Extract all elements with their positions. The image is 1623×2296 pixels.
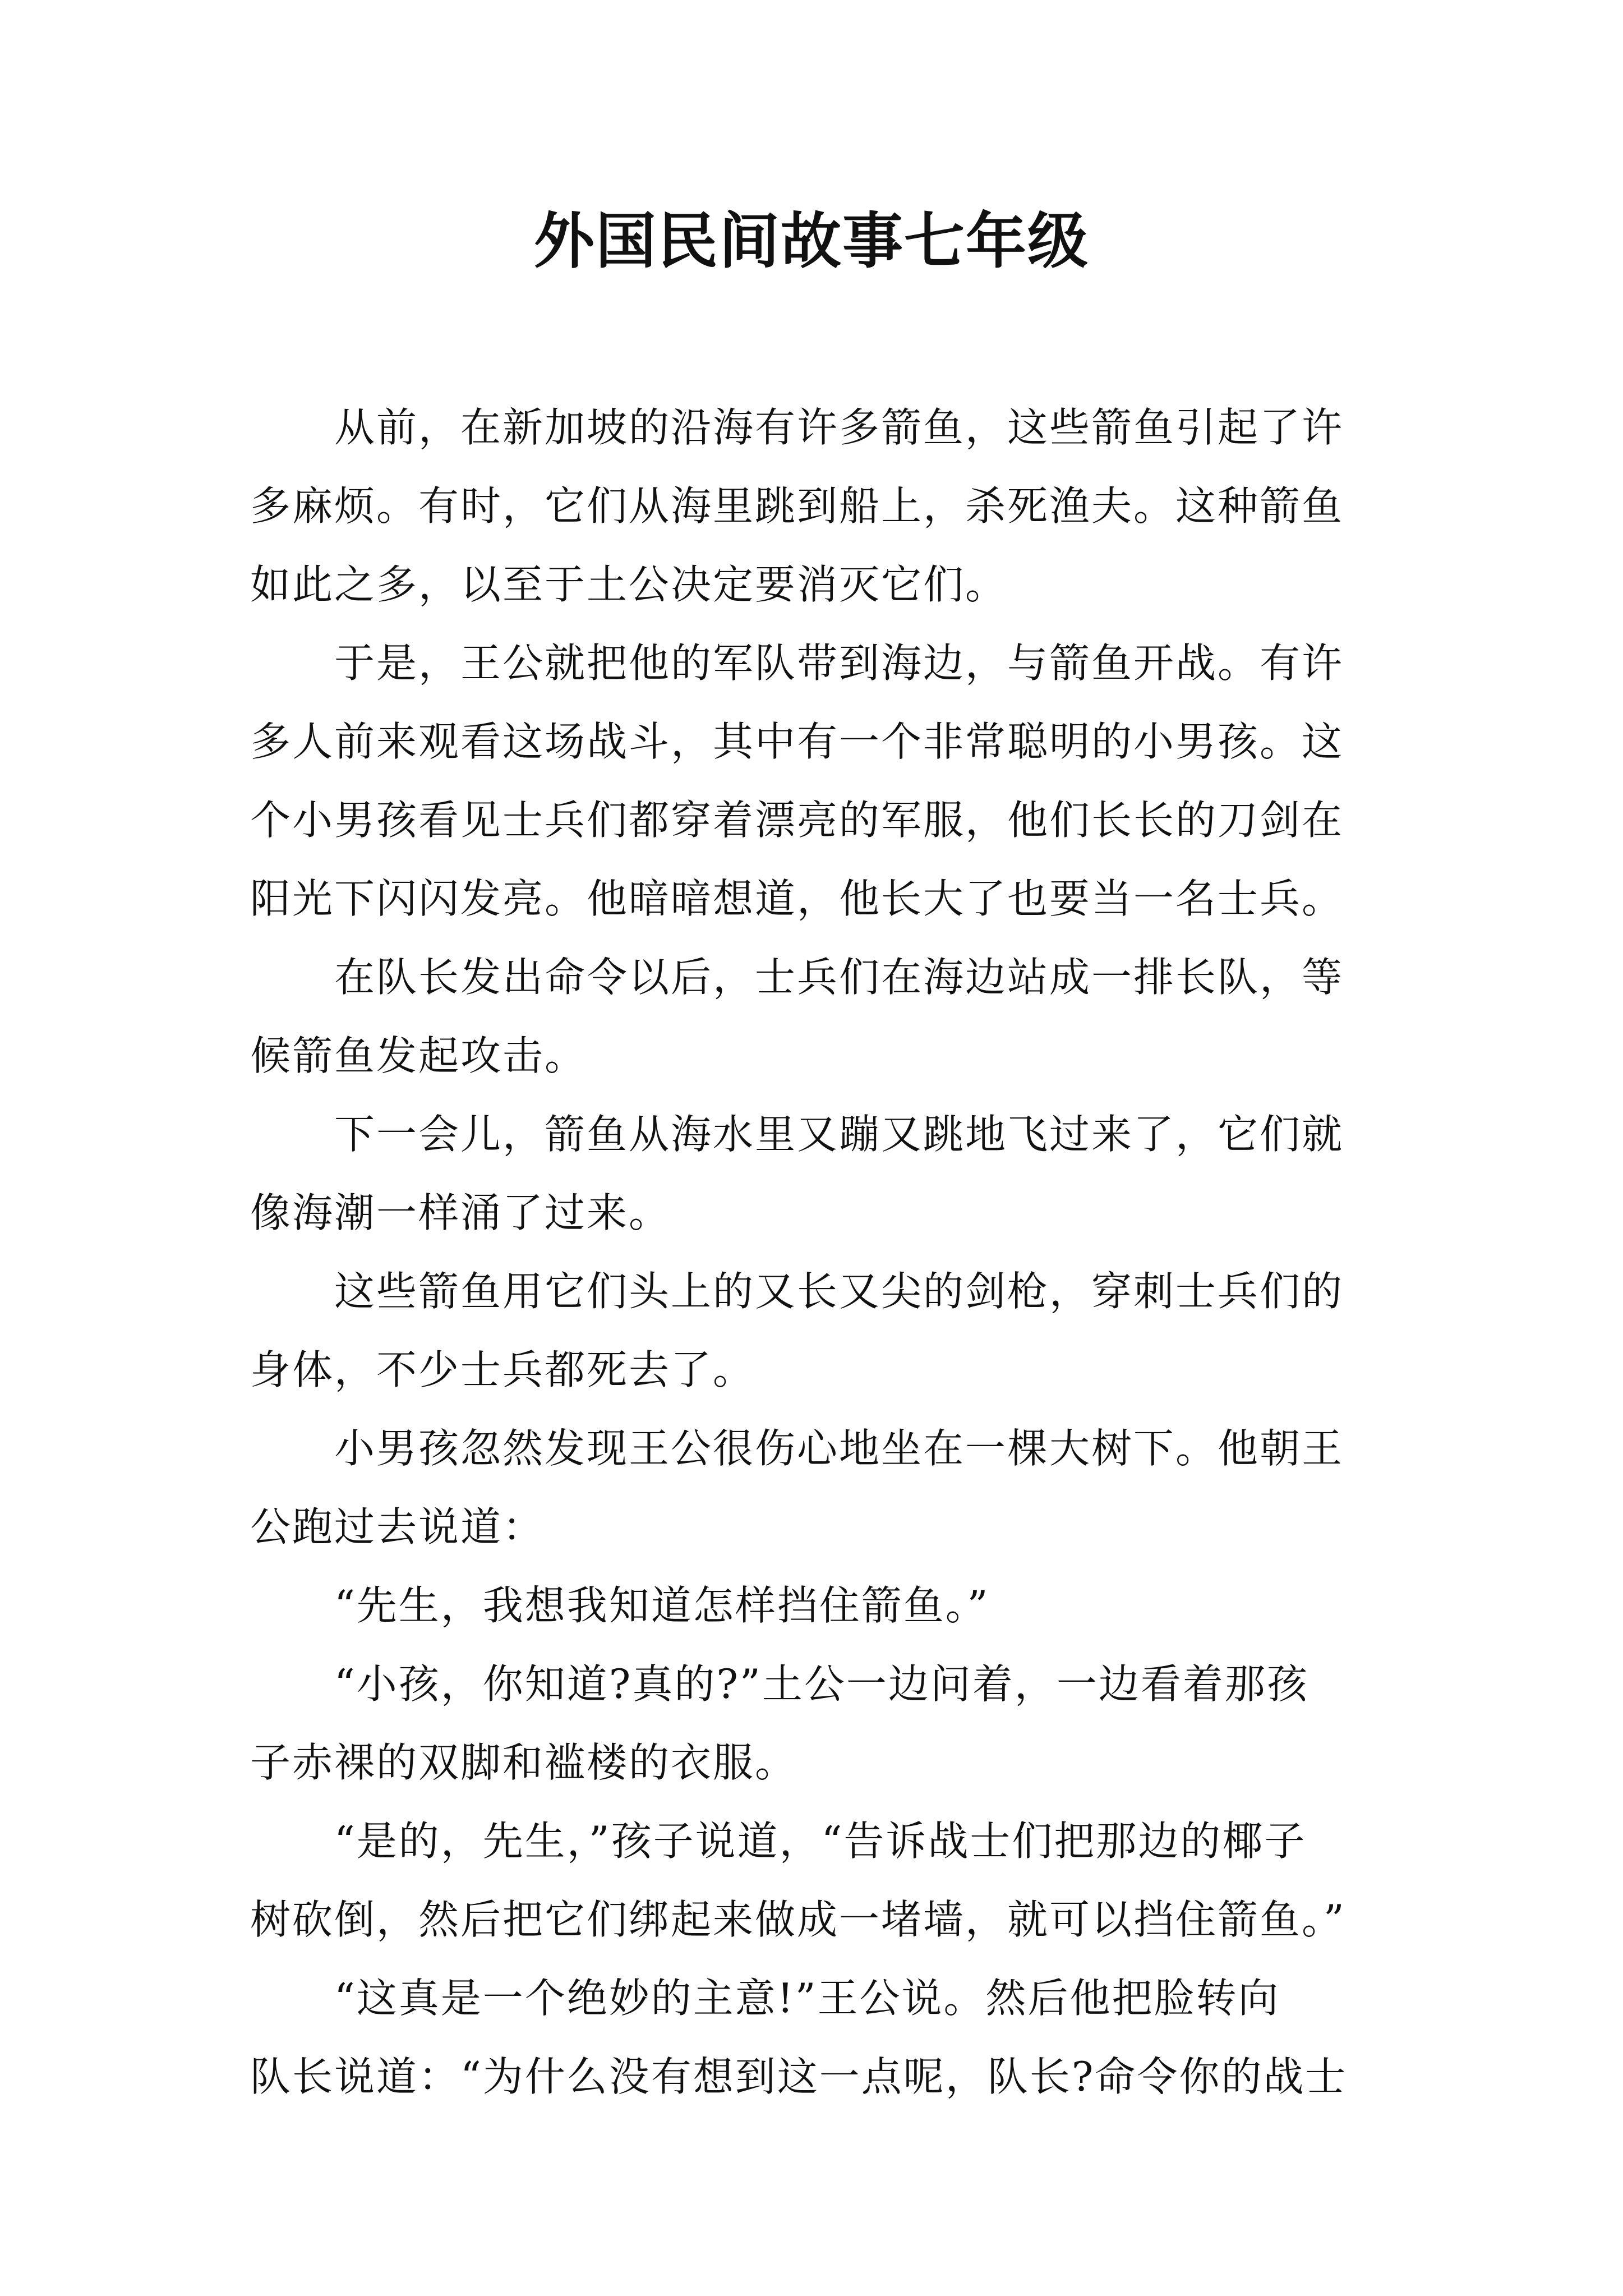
text-line: 公跑过去说道： [250,1503,545,1550]
text-line: 阳光下闪闪发亮。他暗暗想道，他长大了也要当一名士兵。 [250,875,1344,922]
story-body [250,388,1383,2116]
text-line: 这些箭鱼用它们头上的又长又尖的剑枪，穿刺士兵们的 [334,1268,1344,1315]
text-line: 队长说道：“为什么没有想到这一点呢，队长?命令你的战士 [250,2053,1348,2100]
text-line: 下一会儿，箭鱼从海水里又蹦又跳地飞过来了，它们就 [334,1111,1344,1158]
text-line: “小孩，你知道?真的?”土公一边问着，一边看着那孩 [334,1660,1309,1708]
text-line: “这真是一个绝妙的主意!”王公说。然后他把脸转向 [334,1975,1280,2022]
text-line: 个小男孩看见士兵们都穿着漂亮的军服，他们长长的刀剑在 [250,797,1344,844]
text-line: 从前，在新加坡的沿海有许多箭鱼，这些箭鱼引起了许 [334,404,1344,451]
text-line: “是的，先生，”孩子说道，“告诉战士们把那边的椰子 [334,1818,1307,1865]
text-line: 身体，不少士兵都死去了。 [250,1346,755,1393]
text-line: 多人前来观看这场战斗，其中有一个非常聪明的小男孩。这 [250,718,1344,765]
text-line: “先生，我想我知道怎样挡住箭鱼。” [334,1582,990,1629]
text-line: 小男孩忽然发现王公很伤心地坐在一棵大树下。他朝王 [334,1425,1344,1472]
text-line: 如此之多，以至于土公决定要消灭它们。 [250,561,1008,608]
text-line: 子赤裸的双脚和褴楼的衣服。 [250,1739,797,1786]
text-line: 于是，王公就把他的军队带到海边，与箭鱼开战。有许 [334,639,1344,687]
text-line: 树砍倒，然后把它们绑起来做成一堵墙，就可以挡住箭鱼。” [250,1896,1346,1943]
text-line: 多麻烦。有时，它们从海里跳到船上，杀死渔夫。这种箭鱼 [250,482,1344,530]
text-line: 候箭鱼发起攻击。 [250,1032,587,1079]
text-line: 像海潮一样涌了过来。 [250,1189,671,1236]
text-line: 在队长发出命令以后，士兵们在海边站成一排长队，等 [334,954,1344,1001]
document-title: 外国民间故事七年级 [533,206,1089,277]
